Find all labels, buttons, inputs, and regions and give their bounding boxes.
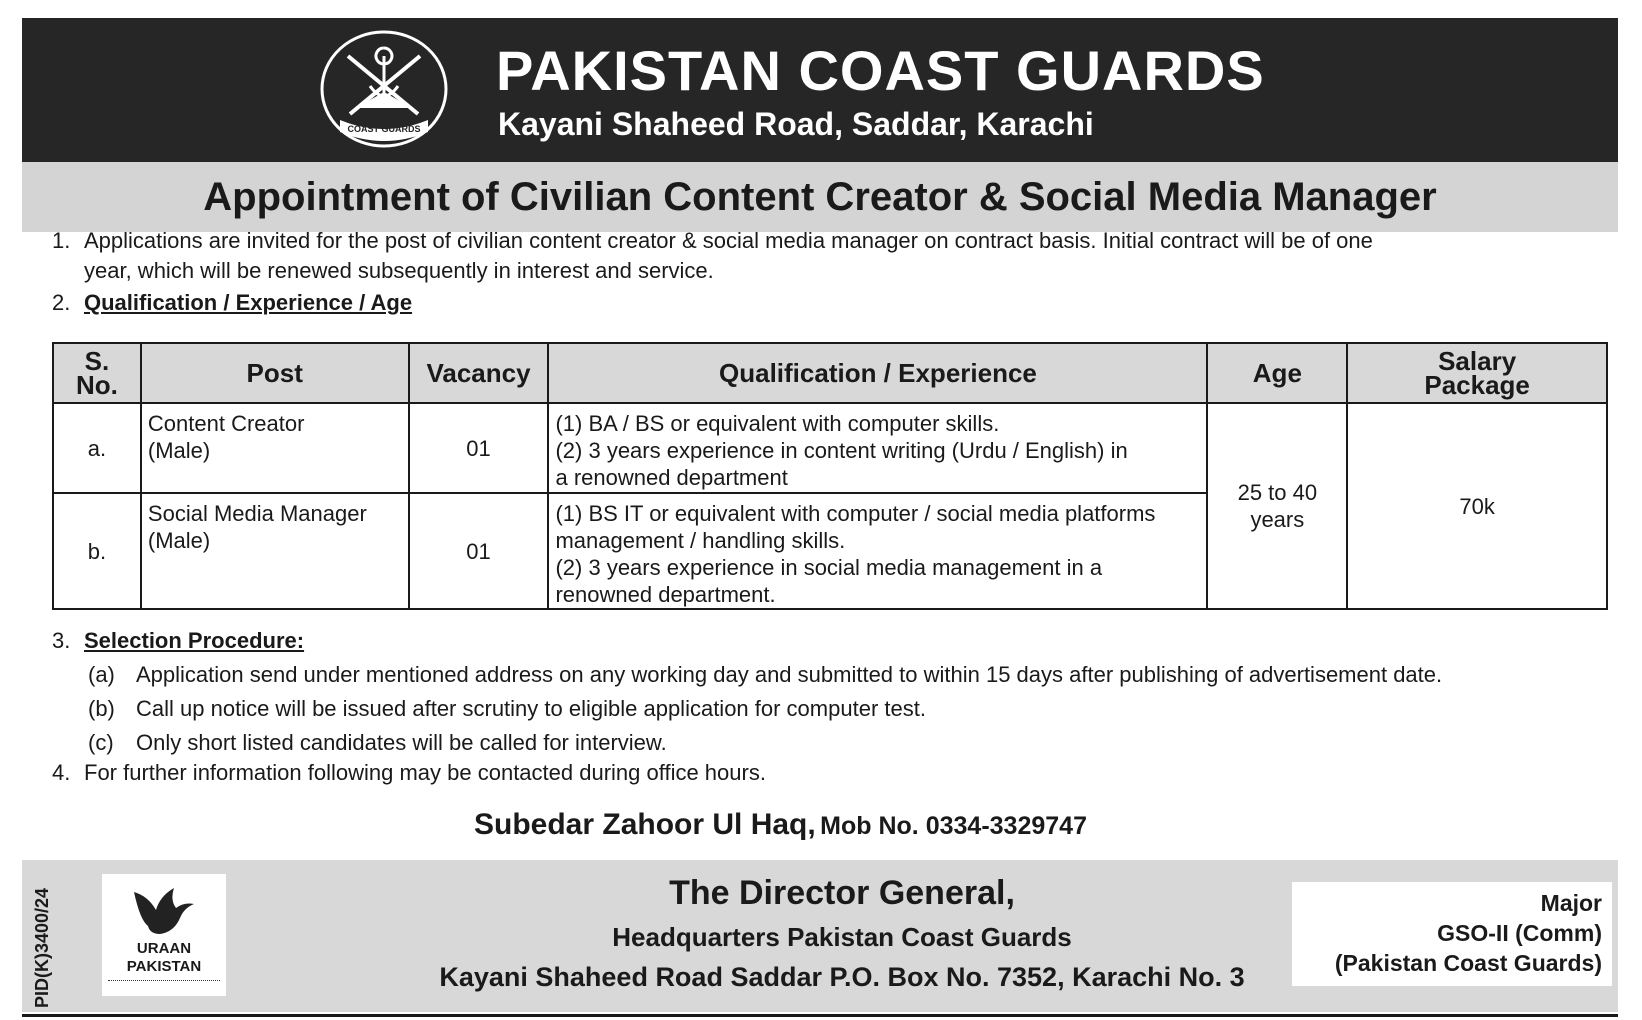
signatory-designation: GSO-II (Comm) bbox=[1437, 920, 1602, 946]
bird-icon bbox=[130, 882, 196, 938]
selection-step: (a) Application send under mentioned address on any working day and submitted to within 15 days after publishing of advertisement date. bbox=[88, 662, 1443, 687]
row-sno: a. bbox=[53, 403, 141, 493]
row-qualification: (1) BA / BS or equivalent with computer skills. (2) 3 years experience in content writing (Urdu / English) in a renowned department bbox=[548, 403, 1207, 493]
contact-name: Subedar Zahoor Ul Haq, bbox=[474, 808, 816, 841]
item2-heading: Qualification / Experience / Age bbox=[84, 290, 413, 315]
row-qualification: (1) BS IT or equivalent with computer / social media platforms management / handling skills. (2) 3 years experience in social media management in a renowned department. bbox=[548, 493, 1207, 609]
col-age: Age bbox=[1207, 343, 1347, 403]
item1-line1: Applications are invited for the post of civilian content creator & social media manager on contract basis. Initial contract will be of one bbox=[84, 228, 1373, 253]
selection-step: (b) Call up notice will be issued after scrutiny to eligible application for computer test. bbox=[88, 696, 926, 721]
table-header-row bbox=[53, 343, 1607, 403]
org-address: Kayani Shaheed Road, Saddar, Karachi bbox=[498, 106, 1094, 142]
bottom-divider bbox=[22, 1014, 1618, 1017]
signatory-box bbox=[1292, 882, 1612, 986]
table-row bbox=[53, 403, 1607, 493]
item1-number: 1. bbox=[52, 228, 71, 253]
row-post: Social Media Manager (Male) bbox=[141, 493, 409, 609]
address-line-2: Headquarters Pakistan Coast Guards bbox=[612, 922, 1072, 952]
row-vacancy: 01 bbox=[409, 403, 549, 493]
svg-text:COAST GUARDS: COAST GUARDS bbox=[347, 124, 421, 134]
pid-code: PID(K)3400/24 bbox=[32, 887, 52, 1008]
posts-table bbox=[52, 342, 1608, 610]
signatory-org: (Pakistan Coast Guards) bbox=[1334, 950, 1602, 976]
org-name: PAKISTAN COAST GUARDS bbox=[496, 39, 1265, 102]
col-vacancy: Vacancy bbox=[409, 343, 549, 403]
col-qualification: Qualification / Experience bbox=[548, 343, 1207, 403]
contact-person bbox=[474, 808, 1087, 842]
contact-mobile: Mob No. 0334-3329747 bbox=[820, 812, 1087, 840]
title-band bbox=[22, 162, 1618, 232]
address-line-3: Kayani Shaheed Road Saddar P.O. Box No. 7352, Karachi No. 3 bbox=[439, 962, 1245, 992]
salary-cell: 70k bbox=[1347, 403, 1607, 609]
item3-heading: Selection Procedure: bbox=[84, 628, 305, 653]
page-title: Appointment of Civilian Content Creator & Social Media Manager bbox=[203, 175, 1437, 219]
item4-number: 4. bbox=[52, 760, 71, 785]
selection-step: (c) Only short listed candidates will be called for interview. bbox=[88, 730, 667, 755]
header-banner bbox=[22, 18, 1618, 162]
item1-line2: year, which will be renewed subsequently in interest and service. bbox=[84, 258, 714, 283]
uraan-pakistan-logo: URAAN PAKISTAN bbox=[102, 874, 226, 996]
col-salary: Salary Package bbox=[1347, 343, 1607, 403]
col-post: Post bbox=[141, 343, 409, 403]
age-cell: 25 to 40 years bbox=[1207, 403, 1347, 609]
item4-text: For further information following may be contacted during office hours. bbox=[84, 760, 766, 785]
row-post: Content Creator (Male) bbox=[141, 403, 409, 493]
row-vacancy: 01 bbox=[409, 493, 549, 609]
footer-band bbox=[22, 860, 1618, 1012]
address-line-1: The Director General, bbox=[669, 874, 1015, 912]
col-sno: S. No. bbox=[53, 343, 141, 403]
item3-number: 3. bbox=[52, 628, 71, 653]
coast-guards-emblem-icon bbox=[318, 28, 450, 150]
item2-number: 2. bbox=[52, 290, 71, 315]
row-sno: b. bbox=[53, 493, 141, 609]
signatory-rank: Major bbox=[1540, 890, 1602, 916]
